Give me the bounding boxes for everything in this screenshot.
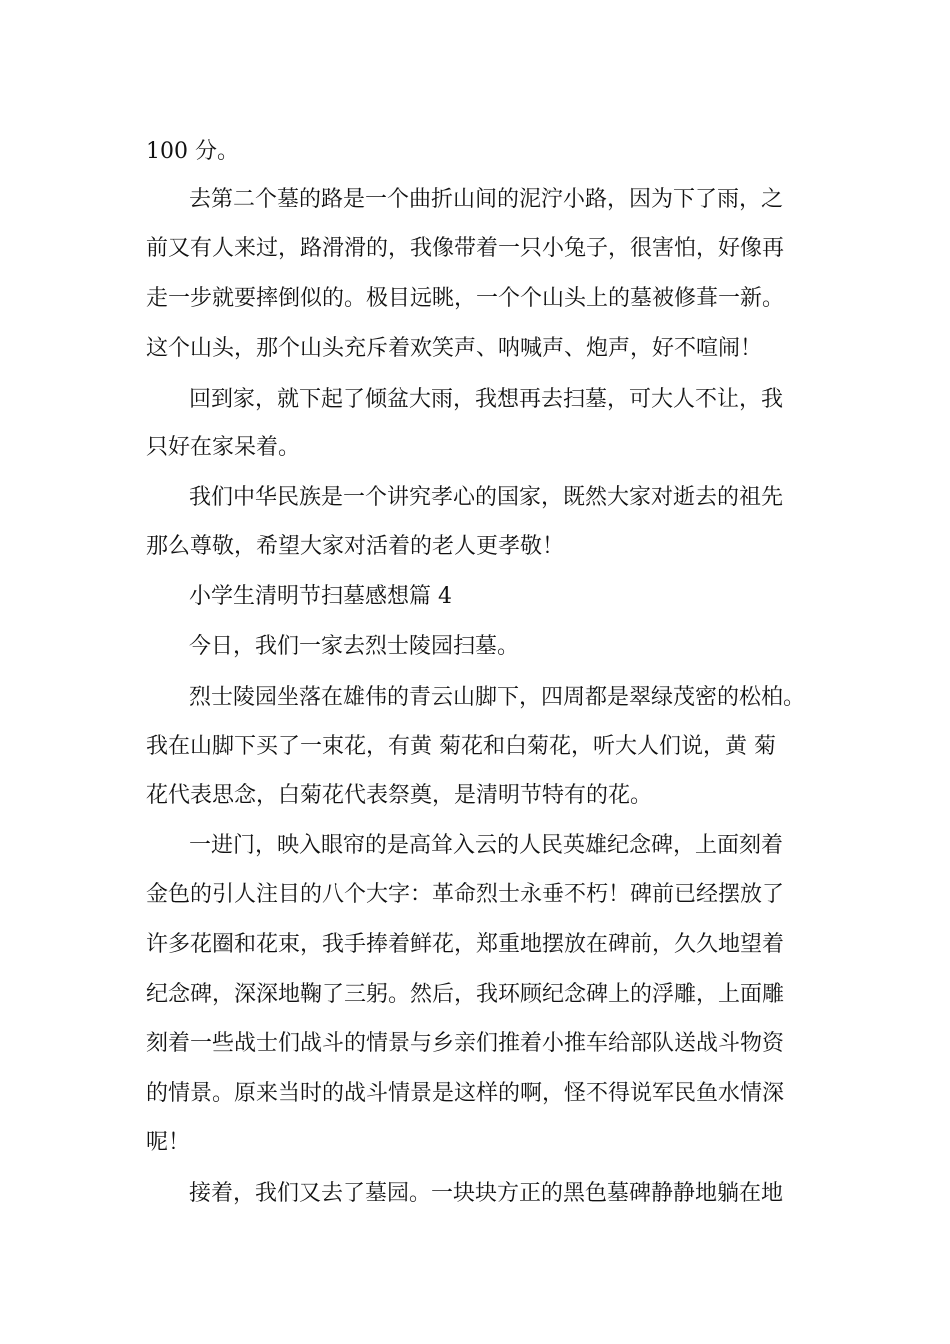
- text-line-7: 只好在家呆着。: [146, 435, 301, 460]
- text-line-4: 走一步就要摔倒似的。极目远眺，一个个山头上的墓被修葺一新。: [146, 286, 785, 311]
- text-line-5: 这个山头，那个山头充斥着欢笑声、呐喊声、炮声，好不喧闹！: [146, 336, 763, 361]
- text-line-14: 花代表思念，白菊花代表祭奠，是清明节特有的花。: [146, 783, 653, 808]
- text-line-15: 一进门，映入眼帘的是高耸入云的人民英雄纪念碑，上面刻着: [189, 833, 784, 858]
- text-line-17: 许多花圈和花束，我手捧着鲜花，郑重地摆放在碑前，久久地望着: [146, 932, 785, 957]
- text-line-19: 刻着一些战士们战斗的情景与乡亲们推着小推车给部队送战斗物资: [146, 1031, 785, 1056]
- text-line-18: 纪念碑，深深地鞠了三躬。然后，我环顾纪念碑上的浮雕，上面雕: [146, 982, 785, 1007]
- section-heading: 小学生清明节扫墓感想篇 4: [189, 584, 452, 609]
- text-line-11: 今日，我们一家去烈士陵园扫墓。: [189, 634, 520, 659]
- text-line-20: 的情景。原来当时的战斗情景是这样的啊，怪不得说军民鱼水情深: [146, 1081, 785, 1106]
- text-line-2: 去第二个墓的路是一个曲折山间的泥泞小路，因为下了雨，之: [189, 187, 784, 212]
- text-line-6: 回到家，就下起了倾盆大雨，我想再去扫墓，可大人不让，我: [189, 387, 784, 412]
- text-line-1: 100 分。: [146, 139, 239, 164]
- text-line-8: 我们中华民族是一个讲究孝心的国家，既然大家对逝去的祖先: [189, 485, 784, 510]
- text-line-3: 前又有人来过，路滑滑的，我像带着一只小兔子，很害怕，好像再: [146, 236, 785, 261]
- text-line-12: 烈士陵园坐落在雄伟的青云山脚下，四周都是翠绿茂密的松柏。: [189, 685, 806, 710]
- text-line-13: 我在山脚下买了一束花，有黄 菊花和白菊花，听大人们说，黄 菊: [146, 734, 776, 759]
- text-line-9: 那么尊敬，希望大家对活着的老人更孝敬！: [146, 534, 565, 559]
- text-line-16: 金色的引人注目的八个大字：革命烈士永垂不朽！碑前已经摆放了: [146, 882, 785, 907]
- text-line-22: 接着，我们又去了墓园。一块块方正的黑色墓碑静静地躺在地: [189, 1181, 784, 1206]
- text-line-21: 呢！: [146, 1130, 191, 1155]
